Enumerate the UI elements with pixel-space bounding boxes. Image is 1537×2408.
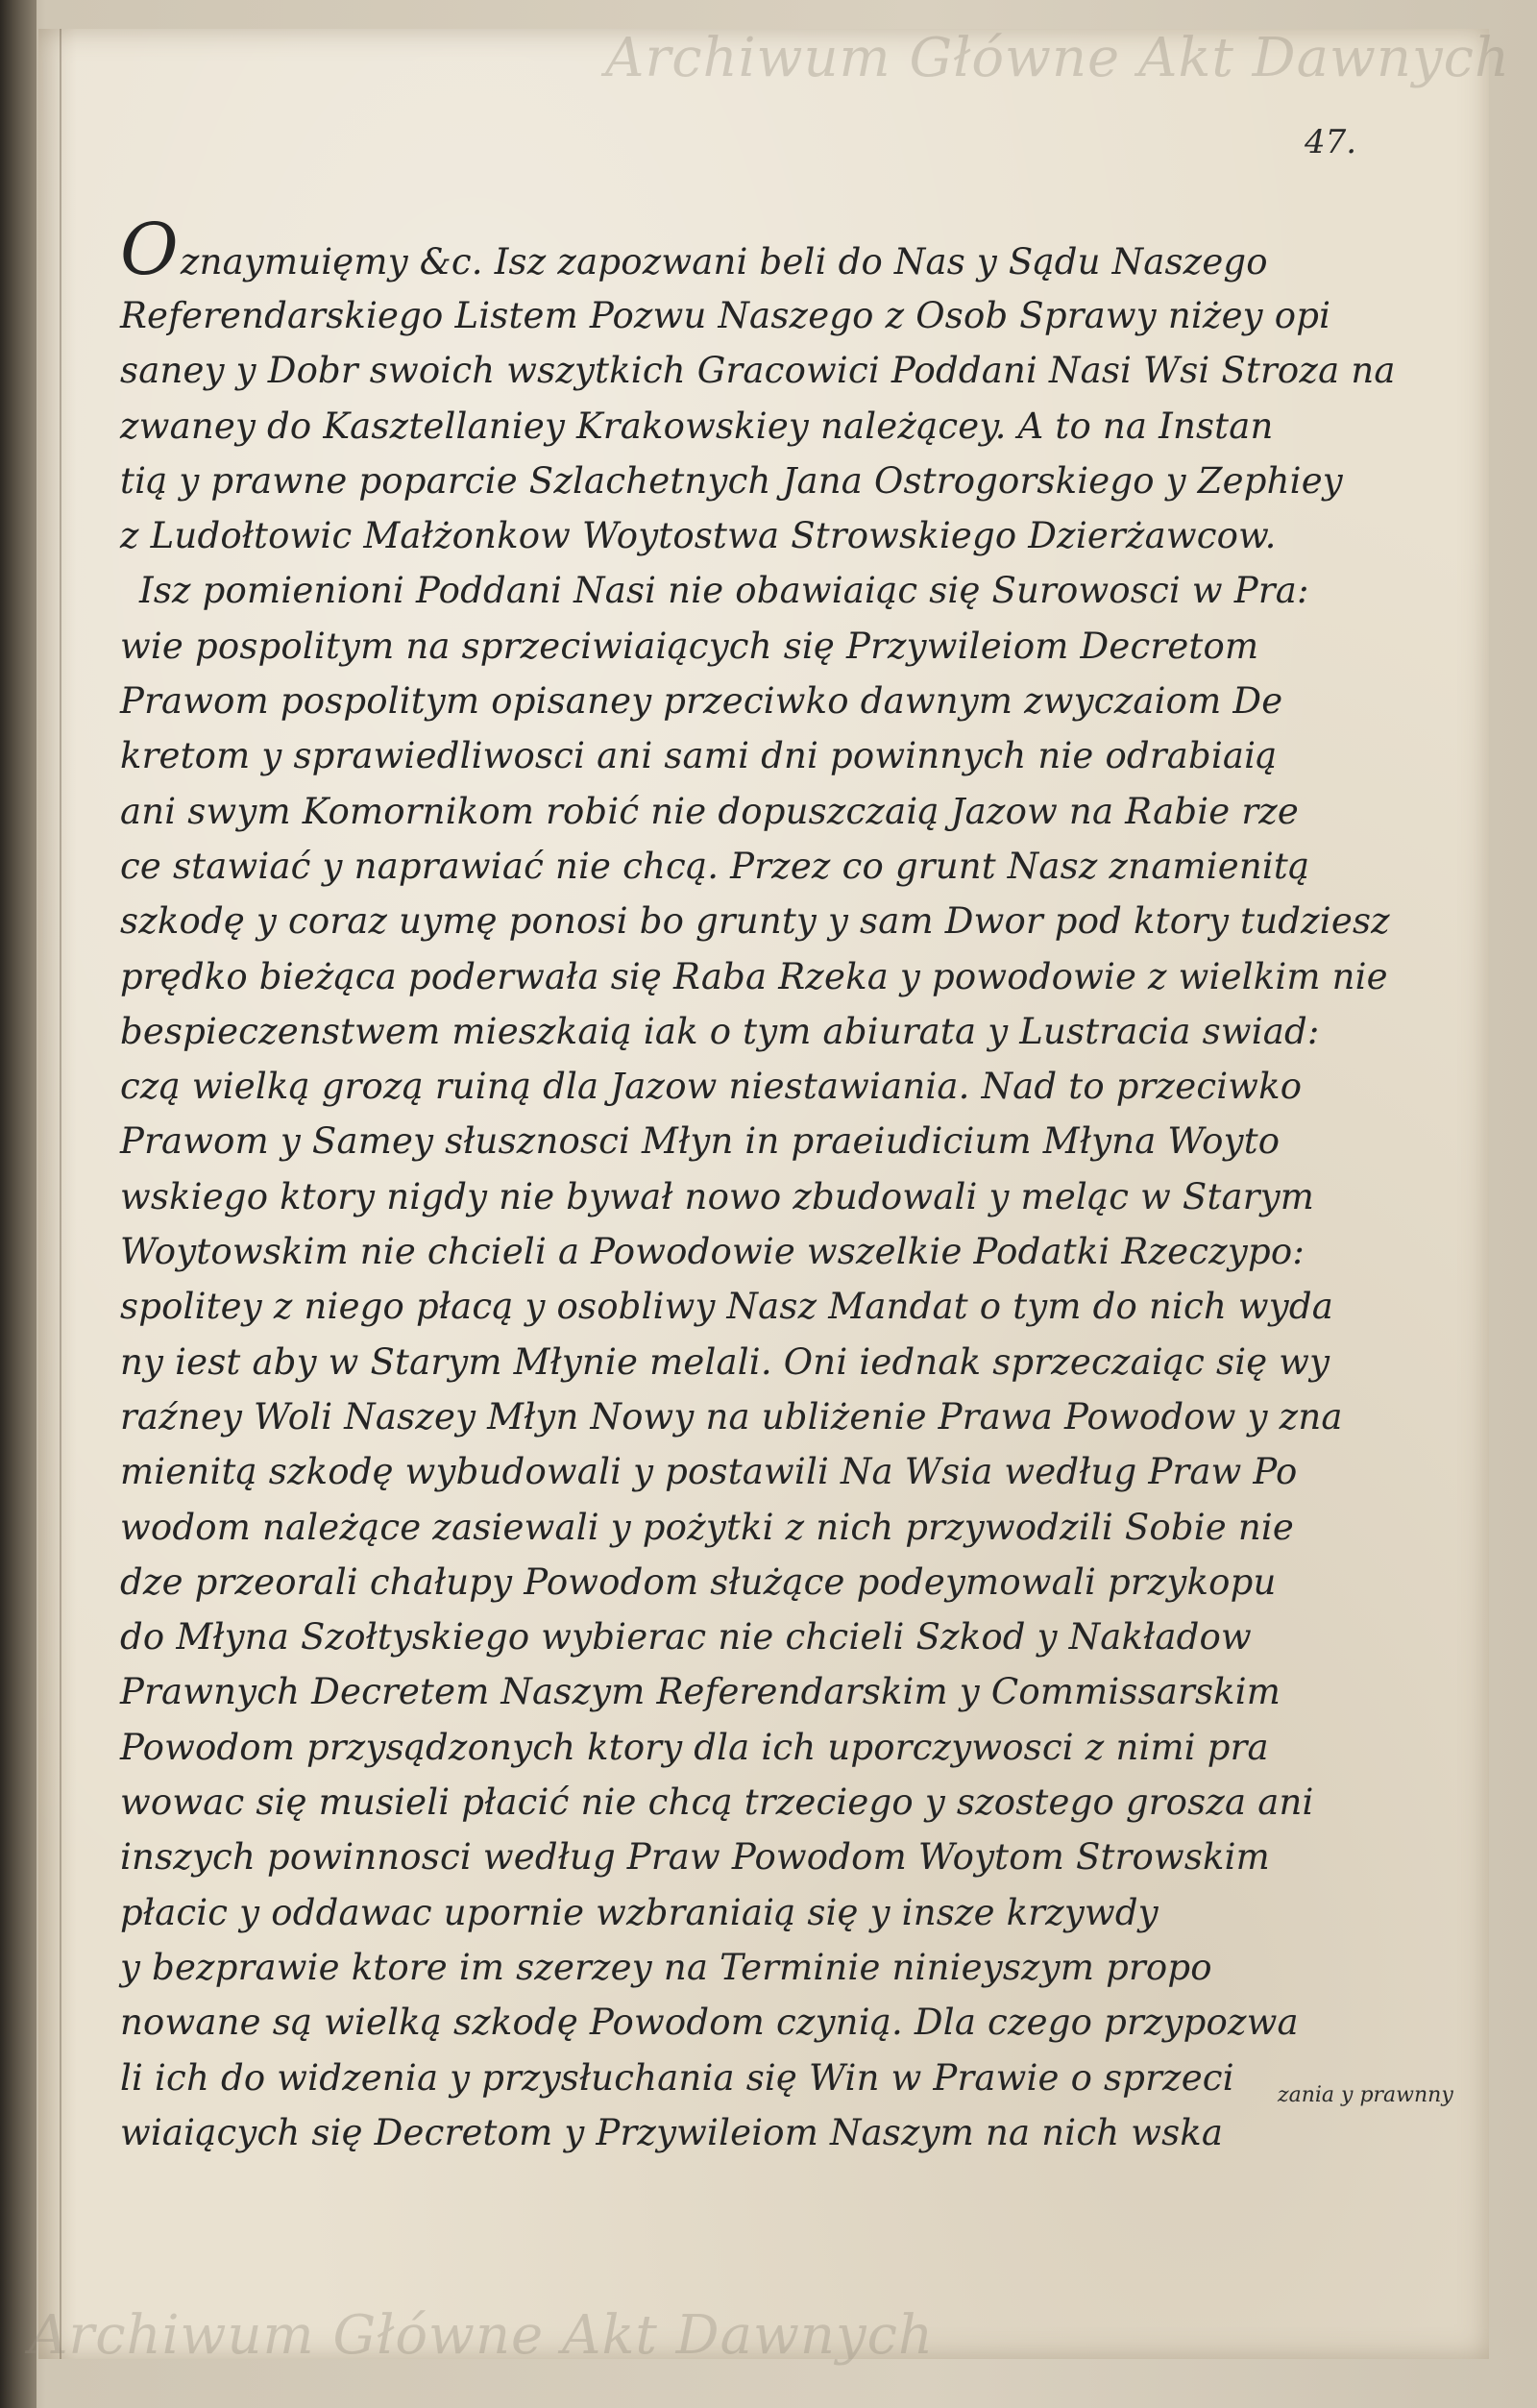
- text-line: Prawom pospolitym opisaney przeciwko dawnym zwyczaiom De: [120, 680, 1283, 723]
- decorated-initial: O: [120, 209, 179, 291]
- text-line: li ich do widzenia y przysłuchania się Win w Prawie o sprzeci: [120, 2056, 1234, 2099]
- text-line: zwaney do Kasztellaniey Krakowskiey należącey. A to na Instan: [120, 405, 1274, 447]
- text-line: wowac się musieli płacić nie chcą trzeciego y szostego grosza ani: [120, 1781, 1314, 1824]
- text-line: Isz pomienioni Poddani Nasi nie obawiaiąc się Surowosci w Pra:: [139, 570, 1309, 612]
- text-line: wodom należące zasiewali y pożytki z nich przywodzili Sobie nie: [120, 1506, 1294, 1548]
- text-line: ani swym Komornikom robić nie dopuszczaią Jazow na Rabie rze: [120, 790, 1300, 832]
- text-line: do Młyna Szołtyskiego wybierac nie chcieli Szkod y Nakładow: [120, 1616, 1252, 1659]
- text-line: y bezprawie ktore im szerzey na Terminie ninieyszym propo: [120, 1946, 1212, 1988]
- page-gutter-line: [60, 29, 61, 2359]
- text-line: inszych powinnosci według Praw Powodom Woytom Strowskim: [120, 1836, 1270, 1879]
- text-line: ny iest aby w Starym Młynie melali. Oni iednak sprzeczaiąc się wy: [120, 1340, 1330, 1383]
- folio-number: 47.: [1305, 123, 1357, 161]
- text-line: dze przeorali chałupy Powodom służące podeymowali przykopu: [120, 1560, 1277, 1603]
- text-line: szkodę y coraz uymę ponosi bo grunty y sam Dwor pod ktory tudziesz: [120, 900, 1390, 943]
- archive-watermark-bottom: Archiwum Główne Akt Dawnych: [29, 2304, 935, 2367]
- text-line: raźney Woli Naszey Młyn Nowy na ubliżenie Prawa Powodow y zna: [120, 1395, 1343, 1437]
- text-line: wiaiących się Decretom y Przywileiom Naszym na nich wska: [120, 2111, 1224, 2153]
- text-line: płacic y oddawac upornie wzbraniaią się y insze krzywdy: [120, 1891, 1159, 1933]
- text-line: Powodom przysądzonych ktory dla ich uporczywosci z nimi pra: [120, 1726, 1269, 1768]
- text-line: [120, 209, 1321, 291]
- text-line: Prawom y Samey słusznosci Młyn in praeiudicium Młyna Woyto: [120, 1120, 1281, 1163]
- text-line: nowane są wielką szkodę Powodom czynią. Dla czego przypozwa: [120, 2002, 1299, 2044]
- text-line: Referendarskiego Listem Pozwu Naszego z Osob Sprawy niżey opi: [120, 295, 1331, 336]
- text-line: Prawnych Decretem Naszym Referendarskim y Commissarskim: [120, 1671, 1281, 1713]
- text-line: spolitey z niego płacą y osobliwy Nasz Mandat o tym do nich wyda: [120, 1286, 1334, 1328]
- text-line: z Ludołtowic Małżonkow Woytostwa Strowskiego Dzierżawcow.: [120, 515, 1277, 557]
- text-line: wie pospolitym na sprzeciwiaiących się Przywileiom Decretom: [120, 625, 1259, 667]
- text-line: Woytowskim nie chcieli a Powodowie wszelkie Podatki Rzeczypo:: [120, 1231, 1305, 1273]
- text-line-content: znaymuięmy &c. Isz zapozwani beli do Nas y Sądu Naszego: [180, 241, 1268, 283]
- text-line: tią y prawne poparcie Szlachetnych Jana Ostrogorskiego y Zephiey: [120, 459, 1343, 502]
- text-line: czą wielką grozą ruiną dla Jazow niestawiania. Nad to przeciwko: [120, 1066, 1303, 1108]
- text-line: prędko bieżąca poderwała się Raba Rzeka y powodowie z wielkim nie: [120, 955, 1388, 997]
- archive-watermark-top: Archiwum Główne Akt Dawnych: [605, 27, 1511, 89]
- text-line: wskiego ktory nigdy nie bywał nowo zbudowali y meląc w Starym: [120, 1175, 1315, 1217]
- text-line: kretom y sprawiedliwosci ani sami dni powinnych nie odrabiaią: [120, 735, 1278, 777]
- text-line: saney y Dobr swoich wszytkich Gracowici Poddani Nasi Wsi Stroza na: [120, 350, 1396, 392]
- previous-page-edge: [0, 0, 37, 2408]
- text-line: bespieczenstwem mieszkaią iak o tym abiurata y Lustracia swiad:: [120, 1010, 1320, 1052]
- text-line: mienitą szkodę wybudowali y postawili Na Wsia według Praw Po: [120, 1451, 1298, 1493]
- text-line: ce stawiać y naprawiać nie chcą. Przez co grunt Nasz znamienitą: [120, 845, 1310, 887]
- catchword: zania y prawnny: [1278, 2083, 1453, 2107]
